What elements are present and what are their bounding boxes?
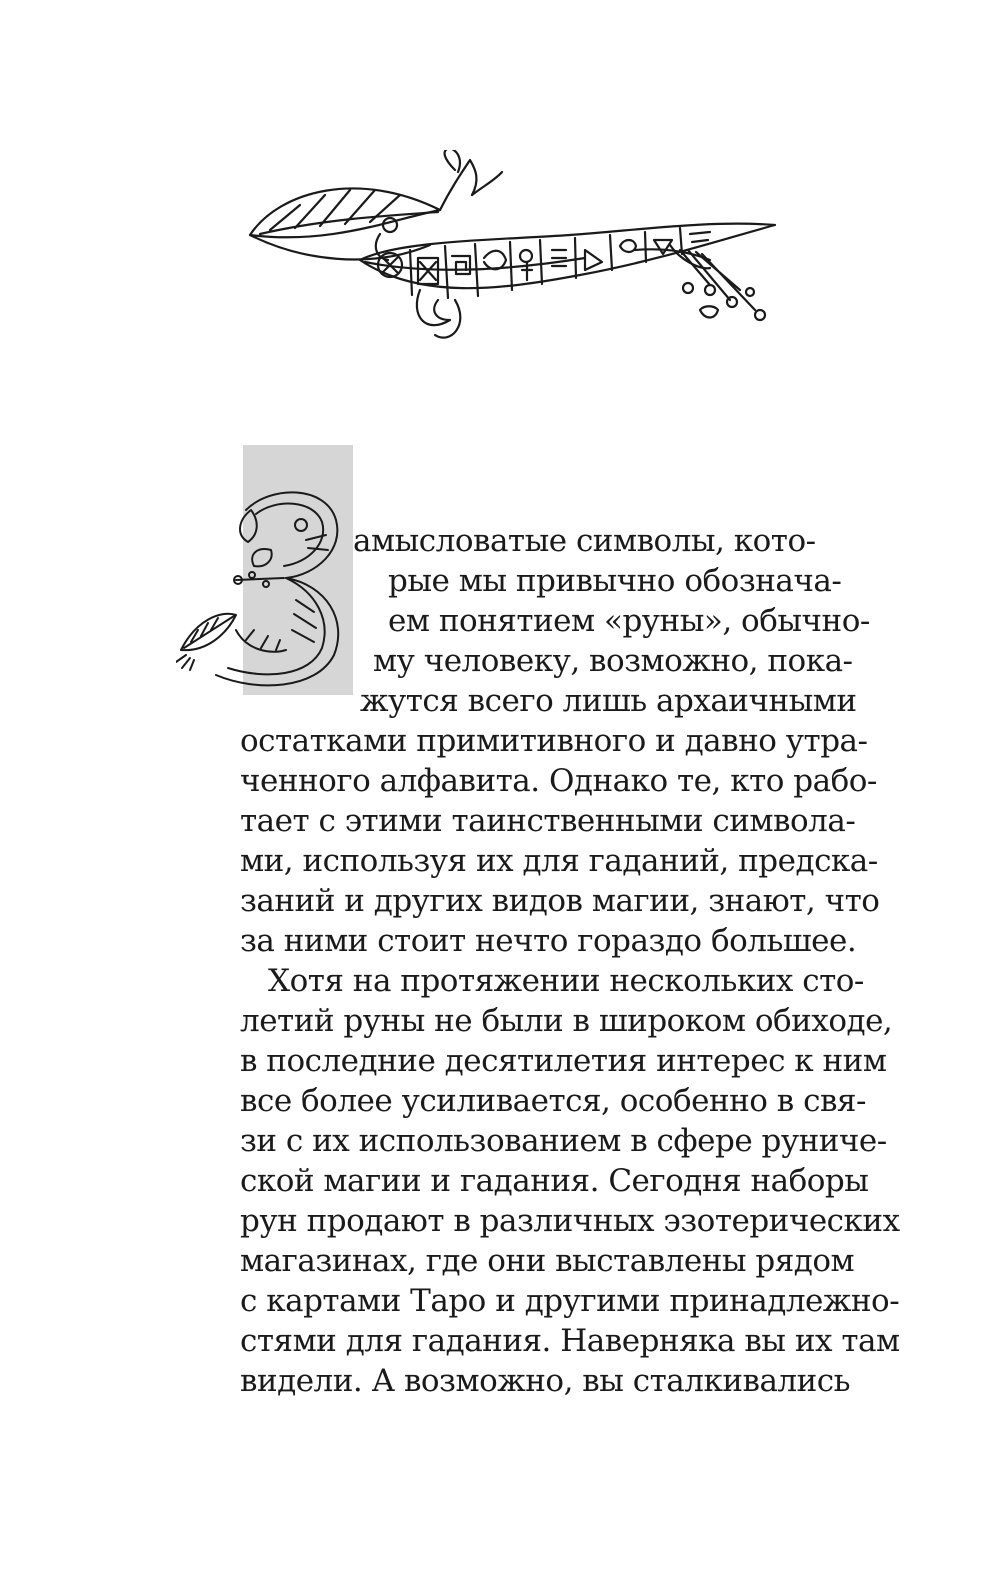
- paragraph-1-line-1: амысловатые символы, кото-: [353, 523, 816, 559]
- ornamental-letter-z-icon: [176, 480, 356, 695]
- paragraph-1-line-2: рые мы привычно обознача-: [388, 563, 842, 599]
- paragraph-2-line-8: магазинах, где они выставлены рядом: [240, 1243, 855, 1279]
- paragraph-2-line-6: ской магии и гадания. Сегодня наборы: [240, 1163, 869, 1199]
- paragraph-1-line-4: му человеку, возможно, пока-: [373, 643, 853, 679]
- paragraph-2-line-10: стями для гадания. Наверняка вы их там: [240, 1323, 900, 1359]
- paragraph-2-line-7: рун продают в различных эзотерических: [240, 1203, 900, 1239]
- paragraph-2-line-4: все более усиливается, особенно в свя-: [240, 1083, 866, 1119]
- paragraph-1-line-3: ем понятием «руны», обычно-: [388, 603, 870, 639]
- paragraph-2-line-3: в последние десятилетия интерес к ним: [240, 1043, 887, 1079]
- paragraph-1-line-8: тает с этими таинственными символа-: [240, 803, 856, 839]
- paragraph-1-line-9: ми, используя их для гаданий, предска-: [240, 843, 878, 879]
- paragraph-1-line-6: остатками примитивного и давно утра-: [240, 723, 868, 759]
- ornamental-floral-band-icon: [240, 150, 780, 350]
- paragraph-1-line-11: за ними стоит нечто гораздо большее.: [240, 923, 857, 959]
- paragraph-1-line-5: жутся всего лишь архаичными: [360, 683, 857, 719]
- paragraph-1-line-7: ченного алфавита. Однако те, кто рабо-: [240, 763, 877, 799]
- paragraph-2-line-9: с картами Таро и другими принадлежно-: [240, 1283, 900, 1319]
- paragraph-2-line-5: зи с их использованием в сфере руниче-: [240, 1123, 887, 1159]
- paragraph-2-line-11: видели. А возможно, вы сталкивались: [240, 1363, 851, 1399]
- paragraph-2-line-2: летий руны не были в широком обиходе,: [240, 1003, 893, 1039]
- paragraph-2-line-1: Хотя на протяжении нескольких сто-: [268, 963, 864, 999]
- paragraph-1-line-10: заний и других видов магии, знают, что: [240, 883, 880, 919]
